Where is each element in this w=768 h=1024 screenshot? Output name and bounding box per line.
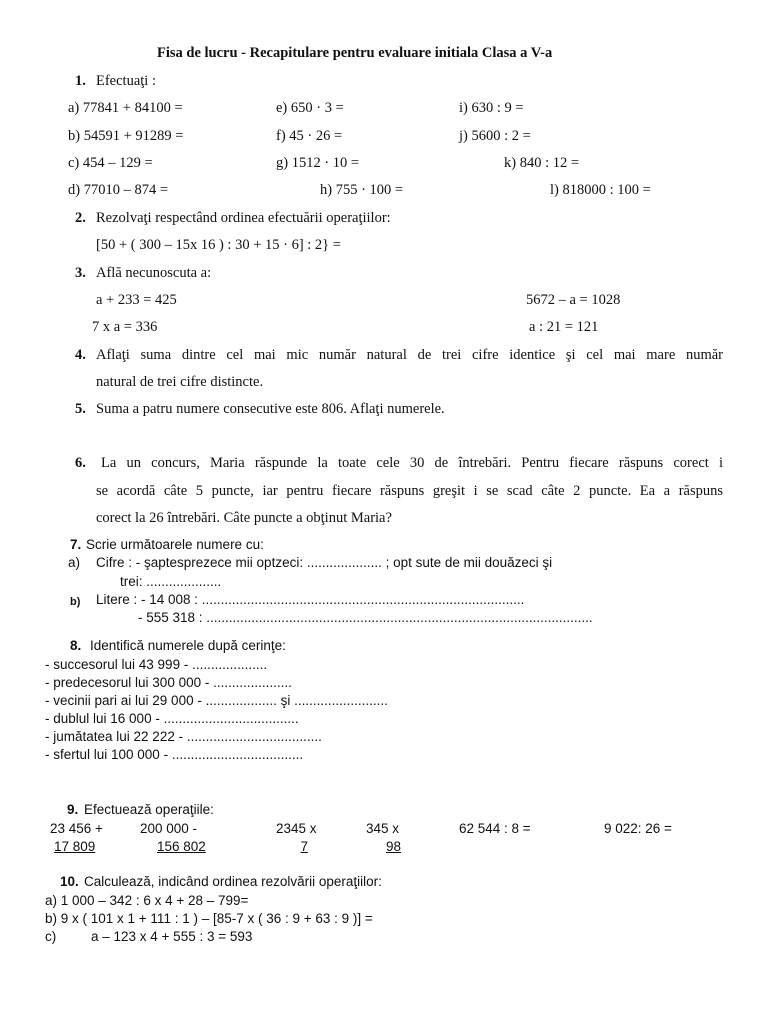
ex6-text-line-3: corect la 26 întrebări. Câte puncte a obţinut Maria? (96, 510, 392, 526)
ex8-instruction: Identifică numerele după cerinţe: (90, 638, 286, 653)
ex1-item-l: l) 818000 : 100 = (550, 182, 651, 198)
ex1-number: 1. (75, 73, 86, 89)
ex6-text-line-1: La un concurs, Maria răspunde la toate cele 30 de întrebări. Pentru fiecare răspuns corect i (101, 455, 723, 471)
ex10-b: b) 9 x ( 101 x 1 + 111 : 1 ) – [85-7 x ( 36 : 9 + 63 : 9 )] = (45, 911, 373, 926)
ex3-equation-3: 7 x a = 336 (92, 319, 158, 335)
ex1-item-e: e) 650 · 3 = (276, 100, 344, 116)
ex9-number: 9. (67, 802, 79, 817)
page-title: Fisa de lucru - Recapitulare pentru evaluare initiala Clasa a V-a (157, 45, 553, 61)
ex9-op5: 62 544 : 8 = (459, 821, 531, 836)
ex5-number: 5. (75, 401, 86, 417)
ex7-instruction: Scrie următoarele numere cu: (86, 537, 264, 552)
ex7-number: 7. (70, 537, 82, 552)
ex10-c-label: c) (45, 929, 57, 944)
ex4-text-line-2: natural de trei cifre distincte. (96, 374, 264, 390)
ex9-op3-bottom: 7 (300, 839, 308, 854)
ex9-op6: 9 022: 26 = (604, 821, 672, 836)
ex10-a: a) 1 000 – 342 : 6 x 4 + 28 – 799= (45, 893, 249, 908)
ex8-item-predecessor: - predecesorul lui 300 000 - ..................... (45, 675, 292, 690)
ex8-item-half: - jumătatea lui 22 222 - .................................... (45, 729, 322, 744)
ex9-op1-bottom: 17 809 (54, 839, 96, 854)
ex1-instruction: Efectuaţi : (96, 73, 156, 89)
ex1-item-g: g) 1512 · 10 = (276, 155, 360, 171)
ex7-a-label: a) (68, 555, 81, 570)
ex7-a-line-1: Cifre : - şaptesprezece mii optzeci: .................... ; opt sute de mii douăzeci şi (96, 555, 553, 570)
ex4-number: 4. (75, 347, 86, 363)
ex9-op4-bottom: 98 (385, 839, 401, 854)
ex9-op4-top: 345 x (366, 821, 400, 836)
ex2-number: 2. (75, 210, 86, 226)
ex1-item-a: a) 77841 + 84100 = (68, 100, 183, 116)
ex7-b-line-2: - 555 318 : ....................................................................................................... (138, 610, 593, 625)
ex3-equation-4: a : 21 = 121 (529, 319, 599, 335)
ex9-op2-top: 200 000 - (140, 821, 198, 836)
ex1-item-k: k) 840 : 12 = (504, 155, 580, 171)
ex1-item-i: i) 630 : 9 = (459, 100, 524, 116)
ex6-text-line-2: se acordă câte 5 puncte, iar pentru fiecare răspuns greşit i se scad câte 2 puncte. Ea a răspuns (96, 483, 723, 499)
ex5-text: Suma a patru numere consecutive este 806. Aflaţi numerele. (96, 401, 445, 417)
ex10-instruction: Calculează, indicând ordinea rezolvării operaţiilor: (84, 874, 382, 889)
ex4-text-line-1: Aflaţi suma dintre cel mai mic număr natural de trei cifre identice şi cel mai mare număr (96, 347, 723, 363)
ex9-instruction: Efectuează operaţiile: (84, 802, 214, 817)
ex9-op3-top: 2345 x (276, 821, 317, 836)
ex2-expression: [50 + ( 300 – 15x 16 ) : 30 + 15 · 6] : 2} = (96, 237, 341, 253)
ex8-item-quarter: - sfertul lui 100 000 - ................................... (45, 747, 304, 762)
ex1-item-b: b) 54591 + 91289 = (68, 128, 184, 144)
ex3-equation-2: 5672 – a = 1028 (526, 292, 621, 308)
ex9-op2-bottom: 156 802 (157, 839, 206, 854)
ex2-instruction: Rezolvaţi respectând ordinea efectuării operaţiilor: (96, 210, 391, 226)
ex10-c: a – 123 x 4 + 555 : 3 = 593 (91, 929, 253, 944)
ex8-number: 8. (70, 638, 82, 653)
ex7-b-label: b) (70, 596, 81, 608)
ex8-item-double: - dublul lui 16 000 - .................................... (45, 711, 299, 726)
ex8-item-even-neighbors: - vecinii pari ai lui 29 000 - ................... şi ......................... (45, 693, 388, 708)
ex7-b-line-1: Litere : - 14 008 : ...................................................................................... (96, 592, 525, 607)
ex7-a-line-2: trei: .................... (120, 574, 222, 589)
ex1-item-c: c) 454 – 129 = (68, 155, 153, 171)
ex9-op1-top: 23 456 + (50, 821, 103, 836)
ex1-item-h: h) 755 · 100 = (320, 182, 404, 198)
ex1-item-f: f) 45 · 26 = (276, 128, 343, 144)
ex3-instruction: Află necunoscuta a: (96, 265, 212, 281)
ex1-item-j: j) 5600 : 2 = (459, 128, 531, 144)
ex8-item-successor: - succesorul lui 43 999 - .................... (45, 657, 268, 672)
ex3-equation-1: a + 233 = 425 (96, 292, 177, 308)
ex3-number: 3. (75, 265, 86, 281)
ex1-item-d: d) 77010 – 874 = (68, 182, 169, 198)
ex10-number: 10. (60, 874, 79, 889)
ex6-number: 6. (75, 455, 86, 471)
